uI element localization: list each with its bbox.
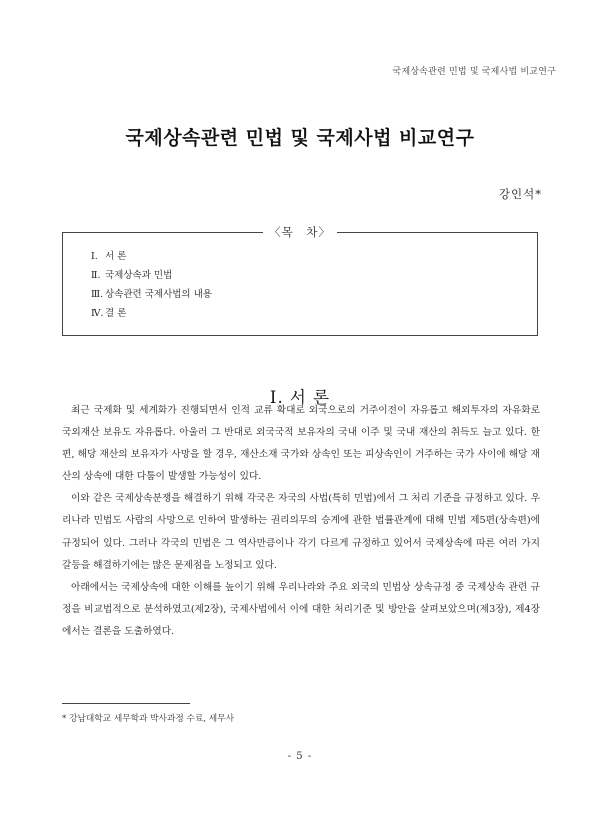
body-paragraph: 최근 국제화 및 세계화가 진행되면서 인적 교류 확대로 외국으로의 거주이전이 자유롭고 해외투자의 자유화로 국외재산 보유도 자유롭다. 아울러 그 반대로 외국국적 보유자의 국내 이주 및 국내 재산의 취득도 늘고 있다. 한편, 해당 재산의 보유자가 사망을 할 경우, 재산소재 국가와 상속인 또는 피상속인이 거주하는 국가 사이에 해당 재산의 상속에 대한 다툼이 발생할 가능성이 있다.: [62, 405, 540, 483]
toc-item: [91, 304, 212, 323]
section-heading: Ⅰ. 서 론: [269, 388, 331, 407]
running-header: 국제상속관련 민법 및 국제사법 비교연구: [392, 67, 556, 77]
footnote: * 강남대학교 세무학과 박사과정 수료, 세무사: [62, 714, 234, 724]
toc-item-number: Ⅲ.: [91, 289, 104, 300]
body-text: [62, 400, 540, 643]
toc-item: [91, 285, 212, 304]
toc-item-label: 결 론: [105, 308, 127, 319]
body-paragraph: 아래에서는 국제상속에 대한 이해를 높이기 위해 우리나라와 주요 외국의 민법상 상속규정 중 국제상속 관련 규정을 비교법적으로 분석하였고(제2장), 국제사법에서 이에 대한 처리기준 및 방안을 살펴보았으며(제3장), 제4장에서는 결론을 도출하였다.: [62, 581, 540, 637]
toc-item: [91, 266, 212, 285]
page-number: - 5 -: [287, 751, 313, 762]
toc-title: 〈목 차〉: [63, 224, 537, 240]
footnote-divider: [62, 703, 190, 704]
author-name: 강인석*: [498, 187, 542, 201]
toc-item-label: 서 론: [105, 251, 127, 262]
toc-item-label: 상속관련 국제사법의 내용: [105, 289, 212, 300]
paper-title: 국제상속관련 민법 및 국제사법 비교연구: [125, 127, 475, 149]
toc-list: [91, 247, 212, 323]
toc-item-number: Ⅳ.: [91, 308, 104, 319]
body-paragraph: 이와 같은 국제상속분쟁을 해결하기 위해 각국은 자국의 사법(특히 민법)에서 그 처리 기준을 규정하고 있다. 우리나라 민법도 사람의 사망으로 인하여 발생하는 권리의무의 승계에 관한 법률관계에 대해 민법 제5편(상속편)에 규정되어 있다. 그러나 각국의 민법은 그 역사만큼이나 각기 다르게 규정하고 있어서 국제상속에 따른 여러 가지 갈등을 해결하기에는 많은 문제점을 노정되고 있다.: [62, 493, 540, 571]
toc-item-label: 국제상속과 민법: [105, 270, 173, 281]
table-of-contents: [62, 225, 538, 336]
toc-item: [91, 247, 212, 266]
toc-item-number: Ⅰ.: [91, 251, 98, 262]
toc-item-number: Ⅱ.: [91, 270, 101, 281]
